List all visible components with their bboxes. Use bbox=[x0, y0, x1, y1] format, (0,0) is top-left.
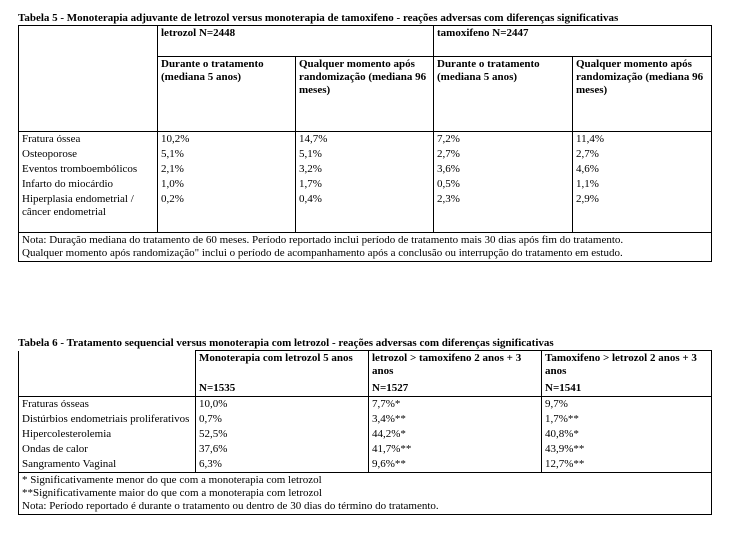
cell-value: 0,2% bbox=[158, 192, 296, 233]
row-label: Hipercolesterolemia bbox=[19, 427, 196, 442]
cell-value: 2,3% bbox=[434, 192, 573, 233]
table-row bbox=[19, 132, 712, 148]
table5-corner-cell bbox=[19, 26, 158, 57]
row-label: Fratura óssea bbox=[19, 132, 158, 148]
table5-note: Qualquer momento após randomização" inclui o período de acompanhamento após a conclusão ou interrupção do tratamento em estudo. bbox=[22, 247, 623, 259]
table-row bbox=[19, 192, 712, 233]
cell-value: 11,4% bbox=[573, 132, 712, 148]
table-row bbox=[19, 427, 712, 442]
cell-value: 9,6%** bbox=[369, 457, 542, 473]
table6-corner-cell bbox=[19, 351, 196, 382]
table6-header: Monoterapia com letrozol 5 anos bbox=[196, 351, 369, 382]
table6-n-value: N=1535 bbox=[196, 381, 369, 397]
cell-value: 3,6% bbox=[434, 162, 573, 177]
cell-value: 41,7%** bbox=[369, 442, 542, 457]
cell-value: 10,2% bbox=[158, 132, 296, 148]
cell-value: 0,5% bbox=[434, 177, 573, 192]
cell-value: 43,9%** bbox=[542, 442, 712, 457]
table-row bbox=[19, 147, 712, 162]
cell-value: 9,7% bbox=[542, 397, 712, 413]
table6-header-row bbox=[19, 351, 712, 382]
row-label: Sangramento Vaginal bbox=[19, 457, 196, 473]
cell-value: 1,0% bbox=[158, 177, 296, 192]
table6-caption: Tabela 6 - Tratamento sequencial versus monoterapia com letrozol - reações adversas com diferenças significativas bbox=[18, 337, 554, 349]
cell-value: 0,4% bbox=[296, 192, 434, 233]
cell-value: 5,1% bbox=[158, 147, 296, 162]
cell-value: 14,7% bbox=[296, 132, 434, 148]
table5-group-header: letrozol N=2448 bbox=[158, 26, 434, 57]
table6-notes bbox=[19, 473, 712, 515]
row-label: Hiperplasia endometrial / câncer endometrial bbox=[19, 192, 158, 233]
table-row bbox=[19, 397, 712, 413]
table6-note: **Significativamente maior do que com a monoterapia com letrozol bbox=[22, 487, 322, 499]
row-label: Distúrbios endometriais proliferativos bbox=[19, 412, 196, 427]
table6-header: Tamoxifeno > letrozol 2 anos + 3 anos bbox=[542, 351, 712, 382]
table5-sub-header: Durante o tratamento (mediana 5 anos) bbox=[158, 57, 296, 132]
table6-notes-row bbox=[19, 473, 712, 515]
cell-value: 40,8%* bbox=[542, 427, 712, 442]
cell-value: 3,2% bbox=[296, 162, 434, 177]
cell-value: 2,7% bbox=[434, 147, 573, 162]
cell-value: 10,0% bbox=[196, 397, 369, 413]
cell-value: 1,7% bbox=[296, 177, 434, 192]
table-row bbox=[19, 412, 712, 427]
row-label: Eventos tromboembólicos bbox=[19, 162, 158, 177]
cell-value: 3,4%** bbox=[369, 412, 542, 427]
cell-value: 7,2% bbox=[434, 132, 573, 148]
cell-value: 44,2%* bbox=[369, 427, 542, 442]
table6-note: * Significativamente menor do que com a monoterapia com letrozol bbox=[22, 474, 322, 486]
row-label: Osteoporose bbox=[19, 147, 158, 162]
table6-corner-cell bbox=[19, 381, 196, 397]
cell-value: 37,6% bbox=[196, 442, 369, 457]
cell-value: 2,9% bbox=[573, 192, 712, 233]
table5-corner-cell bbox=[19, 57, 158, 132]
table6-n-row bbox=[19, 381, 712, 397]
cell-value: 0,7% bbox=[196, 412, 369, 427]
table5-group-header-row bbox=[19, 26, 712, 57]
table5-sub-header: Qualquer momento após randomização (mediana 96 meses) bbox=[573, 57, 712, 132]
cell-value: 2,1% bbox=[158, 162, 296, 177]
table-row bbox=[19, 162, 712, 177]
table5-sub-header-row bbox=[19, 57, 712, 132]
table5-sub-header: Qualquer momento após randomização (mediana 96 meses) bbox=[296, 57, 434, 132]
table-row bbox=[19, 457, 712, 473]
table5-group-header: tamoxifeno N=2447 bbox=[434, 26, 712, 57]
cell-value: 52,5% bbox=[196, 427, 369, 442]
cell-value: 5,1% bbox=[296, 147, 434, 162]
row-label: Ondas de calor bbox=[19, 442, 196, 457]
table5-notes-row bbox=[19, 233, 712, 262]
row-label: Infarto do miocárdio bbox=[19, 177, 158, 192]
cell-value: 4,6% bbox=[573, 162, 712, 177]
table5 bbox=[18, 25, 712, 262]
row-label: Fraturas ósseas bbox=[19, 397, 196, 413]
table5-notes bbox=[19, 233, 712, 262]
cell-value: 2,7% bbox=[573, 147, 712, 162]
cell-value: 7,7%* bbox=[369, 397, 542, 413]
table6-n-value: N=1541 bbox=[542, 381, 712, 397]
table6-n-value: N=1527 bbox=[369, 381, 542, 397]
table5-note: Nota: Duração mediana do tratamento de 60 meses. Período reportado inclui período de tratamento mais 30 dias após fim do tratamento. bbox=[22, 234, 624, 246]
table5-caption: Tabela 5 - Monoterapia adjuvante de letrozol versus monoterapia de tamoxifeno - reações adversas com diferenças significativas bbox=[18, 12, 619, 24]
cell-value: 1,1% bbox=[573, 177, 712, 192]
table6-note: Nota: Período reportado é durante o tratamento ou dentro de 30 dias do término do tratamento. bbox=[22, 500, 439, 512]
table-row bbox=[19, 177, 712, 192]
cell-value: 12,7%** bbox=[542, 457, 712, 473]
cell-value: 1,7%** bbox=[542, 412, 712, 427]
table-row bbox=[19, 442, 712, 457]
cell-value: 6,3% bbox=[196, 457, 369, 473]
table5-sub-header: Durante o tratamento (mediana 5 anos) bbox=[434, 57, 573, 132]
table6 bbox=[18, 350, 712, 515]
table6-header: letrozol > tamoxifeno 2 anos + 3 anos bbox=[369, 351, 542, 382]
